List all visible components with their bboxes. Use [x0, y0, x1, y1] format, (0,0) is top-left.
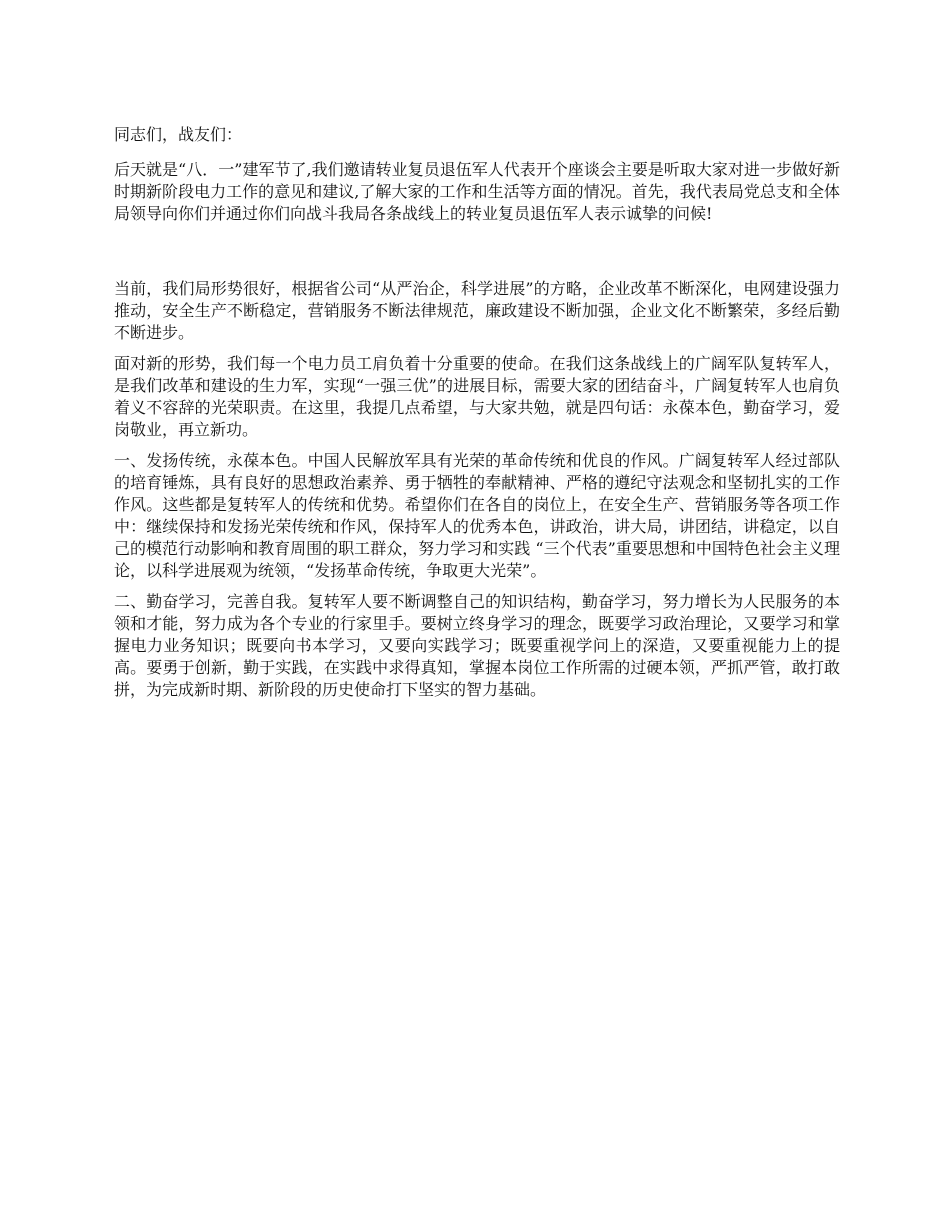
paragraph-mission: 面对新的形势，我们每一个电力员工肩负着十分重要的使命。在我们这条战线上的广阔军队复转军人，是我们改革和建设的生力军，实现“一强三优”的进展目标，需要大家的团结奋斗，广阔复转军人也肩负着义不容辞的光荣职责。在这里，我提几点希望，与大家共勉，就是四句话：永葆本色，勤奋学习，爱岗敬业，再立新功。: [114, 354, 840, 439]
paragraph-opening: 后天就是“八．一”建军节了,我们邀请转业复员退伍军人代表开个座谈会主要是听取大家对进一步做好新时期新阶段电力工作的意见和建议,了解大家的工作和生活等方面的情况。首先，我代表局党总支和全体局领导向你们并通过你们向战斗我局各条战线上的转业复员退伍军人表示诚挚的问候!: [114, 160, 840, 223]
document-body: [114, 124, 840, 710]
paragraph-current-situation: 当前，我们局形势很好，根据省公司“从严治企，科学进展”的方略，企业改革不断深化，电网建设强力推动，安全生产不断稳定，营销服务不断法律规范，廉政建设不断加强，企业文化不断繁荣，多经后勤不断进步。: [114, 279, 840, 342]
salutation: 同志们，战友们：: [114, 125, 243, 144]
paragraph-point-one: 一、发扬传统，永葆本色。中国人民解放军具有光荣的革命传统和优良的作风。广阔复转军人经过部队的培育锤炼，具有良好的思想政治素养、勇于牺牲的奉献精神、严格的遵纪守法观念和坚韧扎实的工作作风。这些都是复转军人的传统和优势。希望你们在各自的岗位上，在安全生产、营销服务等各项工作中：继续保持和发扬光荣传统和作风，保持军人的优秀本色，讲政治，讲大局，讲团结，讲稳定，以自己的模范行动影响和教育周围的职工群众，努力学习和实践 “三个代表”重要思想和中国特色社会主义理论，以科学进展观为统领，“发扬革命传统，争取更大光荣”。: [114, 451, 840, 580]
paragraph-point-two: 二、勤奋学习，完善自我。复转军人要不断调整自己的知识结构，勤奋学习，努力增长为人民服务的本领和才能，努力成为各个专业的行家里手。要树立终身学习的理念，既要学习政治理论，又要学习和掌握电力业务知识；既要向书本学习，又要向实践学习；既要重视学问上的深造，又要重视能力上的提高。要勇于创新，勤于实践，在实践中求得真知，掌握本岗位工作所需的过硬本领，严抓严管，敢打敢拼，为完成新时期、新阶段的历史使命打下坚实的智力基础。: [114, 592, 840, 699]
